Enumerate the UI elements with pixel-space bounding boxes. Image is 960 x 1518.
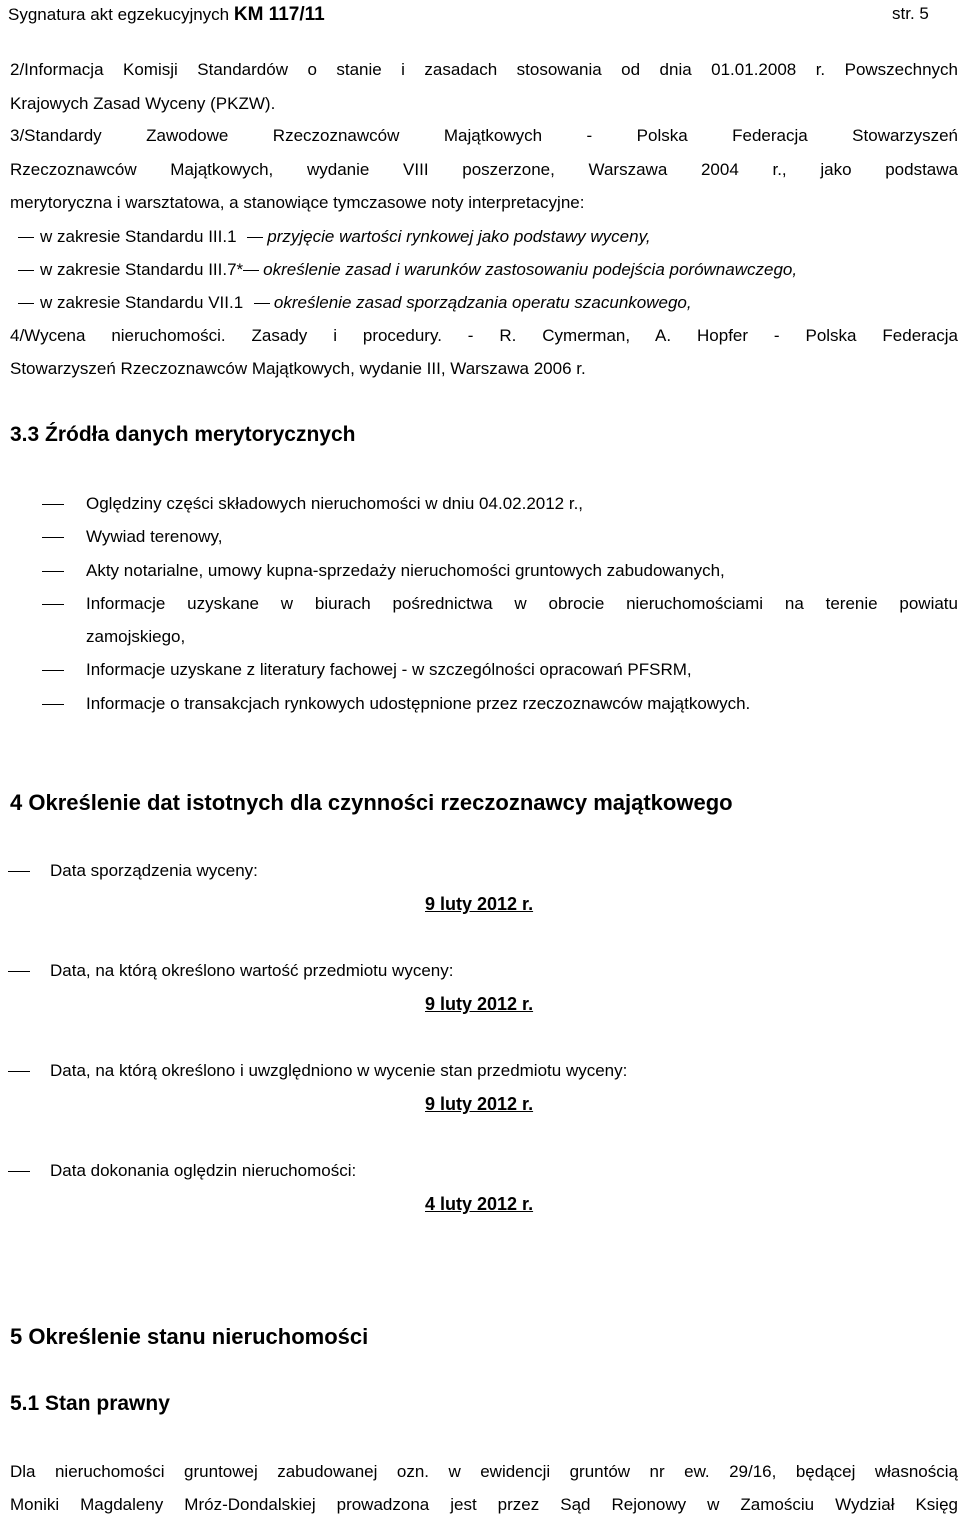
dash-bullet <box>42 704 64 705</box>
legal-status-line-2: Moniki Magdaleny Mróz-Dondalskiej prowadzona jest przez Sąd Rejonowy w Zamościu Wydział Księg <box>10 1495 958 1514</box>
source-item-5: Informacje uzyskane z literatury fachowej - w szczególności opracowań PFSRM, <box>86 660 692 679</box>
source-item-3: Akty notarialne, umowy kupna-sprzedaży nieruchomości gruntowych zabudowanych, <box>86 561 725 580</box>
signature-label: Sygnatura akt egzekucyjnych <box>8 5 230 24</box>
ref-3-line-2: Rzeczoznawców Majątkowych, wydanie VIII poszerzone, Warszawa 2004 r., jako podstawa <box>10 160 958 179</box>
standard-item-2: w zakresie Standardu III.7* określenie zasad i warunków zastosowaniu podejścia porównawczego, <box>18 260 797 280</box>
date-label-2: Data, na którą określono wartość przedmiotu wyceny: <box>50 961 454 980</box>
section-4-title: 4 Określenie dat istotnych dla czynności rzeczoznawcy majątkowego <box>10 790 733 815</box>
dash-bullet <box>8 971 30 972</box>
source-item-4-cont: zamojskiego, <box>86 627 186 646</box>
standard-item-1: w zakresie Standardu III.1 przyjęcie wartości rynkowej jako podstawy wyceny, <box>18 227 651 247</box>
dash-bullet <box>42 604 64 605</box>
dash-bullet <box>42 571 64 572</box>
source-item-4: Informacje uzyskane w biurach pośrednictwa w obrocie nieruchomościami na terenie powiatu <box>86 594 958 613</box>
dash-separator <box>254 303 270 304</box>
ref-2-line-2: Krajowych Zasad Wyceny (PKZW). <box>10 94 276 113</box>
dash-bullet <box>8 1171 30 1172</box>
ref-3-line-3: merytoryczna i warsztatowa, a stanowiące tymczasowe noty interpretacyjne: <box>10 193 585 212</box>
date-label-4: Data dokonania oględzin nieruchomości: <box>50 1161 357 1180</box>
dash-separator <box>243 270 259 271</box>
signature-number: KM 117/11 <box>233 4 325 25</box>
dash-bullet <box>18 303 34 304</box>
section-5-title: 5 Określenie stanu nieruchomości <box>10 1324 369 1349</box>
dash-bullet <box>42 537 64 538</box>
date-value-2: 9 luty 2012 r. <box>425 994 534 1014</box>
date-value-4: 4 luty 2012 r. <box>425 1194 534 1214</box>
section-3-3-title: 3.3 Źródła danych merytorycznych <box>10 423 356 446</box>
ref-4-line-2: Stowarzyszeń Rzeczoznawców Majątkowych, wydanie III, Warszawa 2006 r. <box>10 359 586 378</box>
dash-separator <box>247 237 263 238</box>
document-header <box>8 4 325 26</box>
date-label-1: Data sporządzenia wyceny: <box>50 861 258 880</box>
dash-bullet <box>42 670 64 671</box>
dash-bullet <box>8 871 30 872</box>
dash-bullet <box>8 1071 30 1072</box>
ref-4-line-1: 4/Wycena nieruchomości. Zasady i procedury. - R. Cymerman, A. Hopfer - Polska Federacja <box>10 326 958 345</box>
source-item-2: Wywiad terenowy, <box>86 527 223 546</box>
ref-2-line-1: 2/Informacja Komisji Standardów o stanie i zasadach stosowania od dnia 01.01.2008 r. Powszechnych <box>10 60 958 79</box>
dash-bullet <box>42 504 64 505</box>
dash-bullet <box>18 270 34 271</box>
section-5-1-title: 5.1 Stan prawny <box>10 1392 170 1415</box>
date-label-3: Data, na którą określono i uwzględniono w wycenie stan przedmiotu wyceny: <box>50 1061 628 1080</box>
date-value-3: 9 luty 2012 r. <box>425 1094 534 1114</box>
source-item-6: Informacje o transakcjach rynkowych udostępnione przez rzeczoznawców majątkowych. <box>86 694 751 713</box>
ref-3-line-1: 3/Standardy Zawodowe Rzeczoznawców Majątkowych - Polska Federacja Stowarzyszeń <box>10 126 958 145</box>
legal-status-line-1: Dla nieruchomości gruntowej zabudowanej ozn. w ewidencji gruntów nr ew. 29/16, będącej własnością <box>10 1462 958 1481</box>
page-number: str. 5 <box>892 4 929 23</box>
source-item-1: Oględziny części składowych nieruchomości w dniu 04.02.2012 r., <box>86 494 584 513</box>
dash-bullet <box>18 237 34 238</box>
standard-item-3: w zakresie Standardu VII.1 określenie zasad sporządzania operatu szacunkowego, <box>18 293 692 313</box>
date-value-1: 9 luty 2012 r. <box>425 894 534 914</box>
